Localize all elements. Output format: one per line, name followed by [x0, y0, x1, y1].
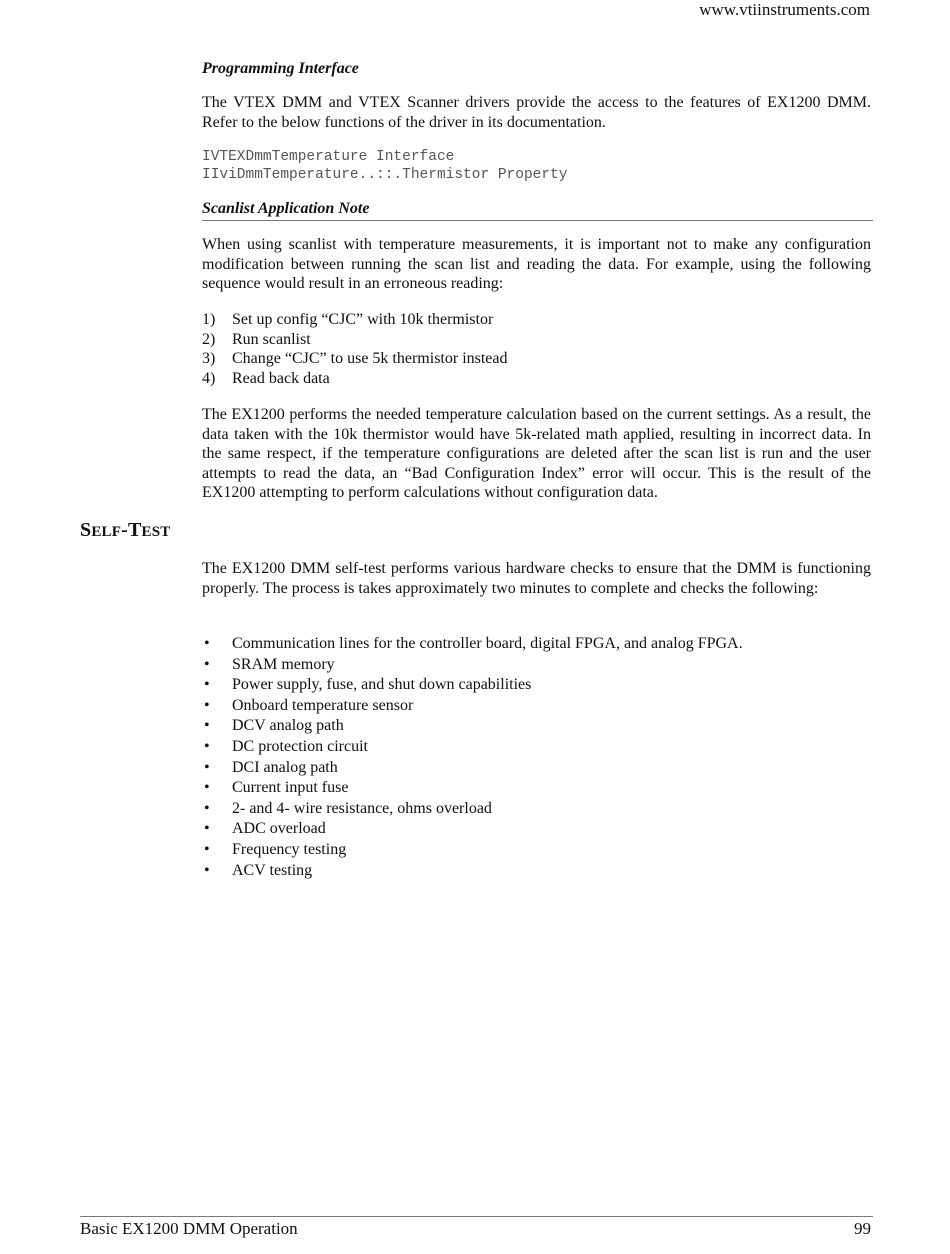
- check-text: 2- and 4- wire resistance, ohms overload: [232, 799, 492, 817]
- bullet-icon: •: [204, 676, 210, 694]
- header-url[interactable]: www.vtiinstruments.com: [699, 0, 870, 19]
- step-number: 1): [202, 311, 216, 328]
- step-number: 2): [202, 330, 216, 348]
- bullet-icon: •: [204, 655, 210, 673]
- bullet-icon: •: [204, 799, 210, 817]
- step-number: 3): [202, 350, 216, 367]
- list-item: [202, 696, 743, 717]
- self-test-title: [80, 519, 170, 542]
- check-text: Communication lines for the controller board, digital FPGA, and analog FPGA.: [232, 635, 743, 652]
- check-text: ADC overload: [232, 820, 326, 838]
- list-item: [202, 861, 743, 882]
- title-part: -T: [121, 519, 142, 541]
- bullet-icon: •: [204, 717, 210, 735]
- list-item: [202, 655, 743, 676]
- bullet-icon: •: [204, 840, 210, 858]
- step-text: Read back data: [232, 369, 330, 387]
- bullet-icon: •: [204, 635, 210, 652]
- heading-divider: [202, 220, 873, 221]
- list-item: [202, 310, 508, 330]
- programming-interface-text: The VTEX DMM and VTEX Scanner drivers provide the access to the features of EX1200 DMM. Refer to the below functions of the driver in its documentation.: [202, 94, 871, 131]
- bullet-icon: •: [204, 820, 210, 838]
- scanlist-note-heading: Scanlist Application Note: [202, 200, 370, 217]
- check-text: DCI analog path: [232, 758, 338, 776]
- check-text: Current input fuse: [232, 779, 349, 797]
- code-line: IVTEXDmmTemperature Interface: [202, 149, 455, 165]
- title-part: EST: [141, 524, 171, 540]
- code-block: [202, 148, 567, 184]
- bullet-icon: •: [204, 779, 210, 797]
- scanlist-intro: When using scanlist with temperature measurements, it is important not to make any configuration modification between running the scan list and reading the data. For example, using the following sequence would result in an erroneous reading:: [202, 236, 871, 292]
- check-text: Power supply, fuse, and shut down capabilities: [232, 676, 532, 694]
- list-item: [202, 716, 743, 737]
- code-line: IIviDmmTemperature..::.Thermistor Property: [202, 167, 568, 183]
- check-text: DCV analog path: [232, 717, 344, 735]
- step-text: Set up config “CJC” with 10k thermistor: [232, 311, 494, 328]
- check-text: ACV testing: [232, 861, 313, 879]
- self-test-intro: The EX1200 DMM self-test performs various hardware checks to ensure that the DMM is functioning properly. The process is takes approximately two minutes to complete and checks the following:: [202, 560, 871, 597]
- list-item: [202, 819, 743, 840]
- bullet-icon: •: [204, 737, 210, 755]
- scanlist-steps: [202, 310, 508, 388]
- footer-title: Basic EX1200 DMM Operation: [80, 1219, 298, 1238]
- check-text: Frequency testing: [232, 840, 347, 858]
- bullet-icon: •: [204, 758, 210, 776]
- list-item: [202, 758, 743, 779]
- list-item: [202, 778, 743, 799]
- self-test-checks: [202, 634, 743, 881]
- list-item: [202, 369, 508, 389]
- list-item: [202, 840, 743, 861]
- page-number: 99: [854, 1219, 871, 1238]
- scanlist-explanation: The EX1200 performs the needed temperature calculation based on the current settings. As a result, the data taken with the 10k thermistor would have 5k-related math applied, resulting in incorrect data. In the same respect, if the temperature configurations are deleted after the scan list is run and the user attempts to read the data, an “Bad Configuration Index” error will occur. This is the result of the EX1200 attempting to perform calculations without configuration data.: [202, 406, 871, 501]
- list-item: [202, 330, 508, 350]
- step-text: Change “CJC” to use 5k thermistor instead: [232, 350, 508, 367]
- step-text: Run scanlist: [232, 330, 311, 348]
- title-part: S: [80, 519, 92, 541]
- check-text: Onboard temperature sensor: [232, 696, 414, 714]
- step-number: 4): [202, 369, 216, 387]
- list-item: [202, 737, 743, 758]
- list-item: [202, 675, 743, 696]
- title-part: ELF: [91, 524, 122, 540]
- check-text: SRAM memory: [232, 655, 335, 673]
- programming-interface-heading: Programming Interface: [202, 60, 359, 77]
- list-item: [202, 349, 508, 369]
- check-text: DC protection circuit: [232, 737, 368, 755]
- list-item: [202, 799, 743, 820]
- list-item: [202, 634, 743, 655]
- bullet-icon: •: [204, 861, 210, 879]
- footer-divider: [80, 1216, 873, 1217]
- bullet-icon: •: [204, 696, 210, 714]
